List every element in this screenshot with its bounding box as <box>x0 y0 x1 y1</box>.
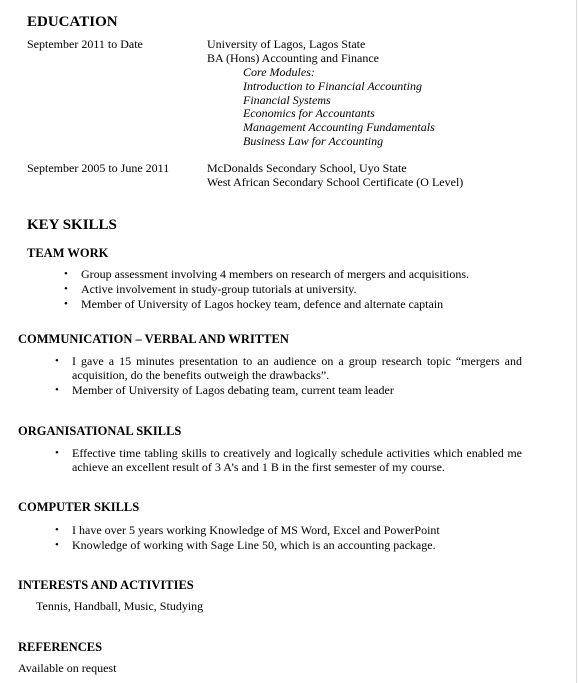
bullet-icon: • <box>55 384 59 396</box>
communication-item-line: I gave a 15 minutes presentation to an audience on a group research topic “mergers and <box>72 354 522 368</box>
module-item: Management Accounting Fundamentals <box>243 120 435 134</box>
interests-text: Tennis, Handball, Music, Studying <box>36 599 204 613</box>
organisational-item-line: achieve an excellent result of 3 A’s and 1 B in the first semester of my course. <box>72 460 445 474</box>
team-work-item: Member of University of Lagos hockey team, defence and alternate captain <box>81 297 444 311</box>
page-edge-divider <box>576 0 577 683</box>
interests-heading: INTERESTS AND ACTIVITIES <box>18 578 194 592</box>
education-institution-1: University of Lagos, Lagos State <box>207 37 366 51</box>
bullet-icon: • <box>55 539 59 551</box>
education-date-2: September 2005 to June 2011 <box>27 161 170 175</box>
bullet-icon: • <box>64 268 68 280</box>
computer-skills-item: I have over 5 years working Knowledge of MS Word, Excel and PowerPoint <box>72 523 440 537</box>
team-work-item: Group assessment involving 4 members on research of mergers and acquisitions. <box>81 267 470 281</box>
education-degree-1: BA (Hons) Accounting and Finance <box>207 51 379 65</box>
education-certificate-2: West African Secondary School Certificate (O Level) <box>207 175 464 189</box>
module-item: Financial Systems <box>243 93 331 107</box>
references-text: Available on request <box>18 661 117 675</box>
bullet-icon: • <box>64 298 68 310</box>
communication-item: Member of University of Lagos debating team, current team leader <box>72 383 394 397</box>
organisational-heading: ORGANISATIONAL SKILLS <box>18 424 182 438</box>
communication-item-line: acquisition, do the benefits outweigh the drawbacks”. <box>72 368 330 382</box>
computer-skills-item: Knowledge of working with Sage Line 50, which is an accounting package. <box>72 538 436 552</box>
bullet-icon: • <box>55 447 59 459</box>
computer-skills-heading: COMPUTER SKILLS <box>18 500 140 514</box>
key-skills-heading: KEY SKILLS <box>27 217 117 233</box>
education-heading: EDUCATION <box>27 14 118 30</box>
bullet-icon: • <box>55 524 59 536</box>
organisational-item-line: Effective time tabling skills to creatively and logically schedule activities which enabled me <box>72 446 522 460</box>
education-date-1: September 2011 to Date <box>27 37 143 51</box>
communication-heading: COMMUNICATION – VERBAL AND WRITTEN <box>18 332 289 346</box>
bullet-icon: • <box>64 283 68 295</box>
team-work-heading: TEAM WORK <box>27 246 109 260</box>
team-work-item: Active involvement in study-group tutorials at university. <box>81 282 357 296</box>
bullet-icon: • <box>55 355 59 367</box>
module-item: Business Law for Accounting <box>243 134 384 148</box>
references-heading: REFERENCES <box>18 640 103 654</box>
module-heading: Core Modules: <box>243 65 315 79</box>
module-item: Economics for Accountants <box>243 106 375 120</box>
module-item: Introduction to Financial Accounting <box>243 79 422 93</box>
education-institution-2: McDonalds Secondary School, Uyo State <box>207 161 407 175</box>
